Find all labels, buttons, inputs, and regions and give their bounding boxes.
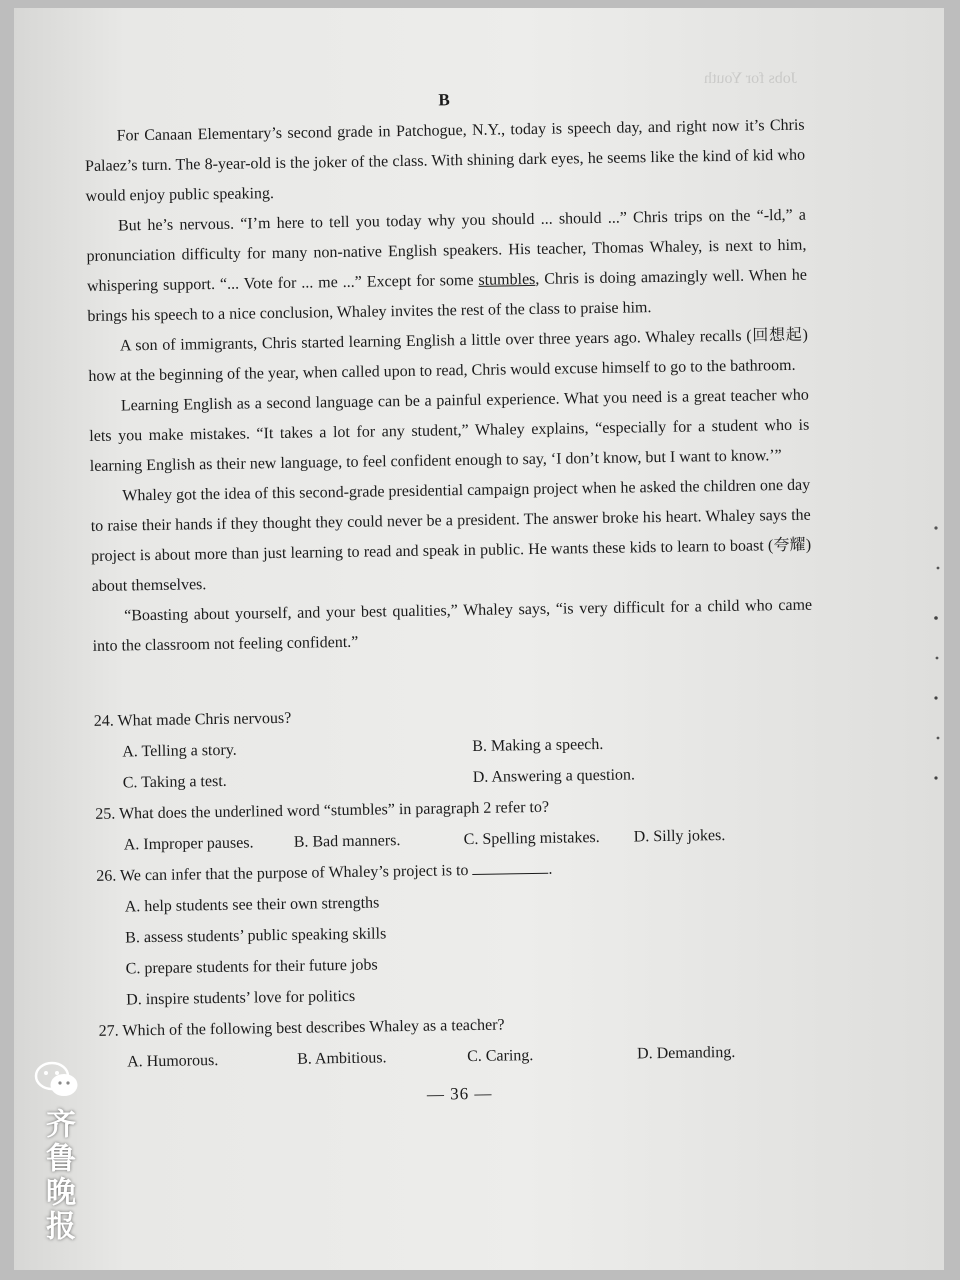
page-edge-marks xyxy=(930,508,944,808)
paragraph-3: A son of immigrants, Chris started learning English a little over three years ago. Whaley recalls (回想起) how at the beginning of the year, when called upon to read, Chris would excuse himself to go to the bathroom. xyxy=(88,326,808,385)
option-d[interactable]: D. inspire students’ love for politics xyxy=(126,987,356,1009)
paragraph-1: For Canaan Elementary’s second grade in Patchogue, N.Y., today is speech day, and right now it’s Chris Palaez’s turn. The 8-year-old is the joker of the class. With shining dark eyes, he seems like the kind of kid who would enjoy public speaking. xyxy=(84,116,806,205)
option-a[interactable]: A. help students see their own strengths xyxy=(124,894,380,916)
option-d[interactable]: D. Silly jokes. xyxy=(633,827,726,846)
option-b[interactable]: B. Making a speech. xyxy=(472,735,604,755)
answer-blank xyxy=(472,859,548,875)
option-a[interactable]: A. Improper pauses. xyxy=(123,834,254,854)
option-b[interactable]: B. Ambitious. xyxy=(297,1049,387,1068)
option-d[interactable]: D. Demanding. xyxy=(636,1043,736,1063)
question-26-options xyxy=(124,881,818,1016)
wechat-icon xyxy=(34,1060,80,1100)
question-24: 24. What made Chris nervous? xyxy=(93,709,292,730)
option-c[interactable]: C. Taking a test. xyxy=(122,772,227,792)
watermark xyxy=(32,1060,82,1244)
question-27: 27. Which of the following best describes Whaley as a teacher? xyxy=(98,1016,505,1040)
option-a[interactable]: A. Humorous. xyxy=(127,1052,219,1071)
option-c[interactable]: C. Caring. xyxy=(467,1047,534,1066)
paragraph-6: “Boasting about yourself, and your best qualities,” Whaley says, “is very difficult for a child who came into the classroom not feeling confident.” xyxy=(92,596,813,655)
option-d[interactable]: D. Answering a question. xyxy=(472,766,636,786)
section-heading: B xyxy=(438,90,450,110)
exam-page xyxy=(14,8,944,1270)
option-a[interactable]: A. Telling a story. xyxy=(122,741,237,761)
watermark-text: 齐鲁晚报 xyxy=(40,1108,75,1244)
option-c[interactable]: C. prepare students for their future jobs xyxy=(125,956,378,978)
option-b[interactable]: B. assess students’ public speaking skills xyxy=(125,925,387,947)
underlined-word: stumbles xyxy=(478,270,536,289)
paragraph-5: Whaley got the idea of this second-grade presidential campaign project when he asked the children one day to raise their hands if they thought they could never be a president. The answer broke his heart. Whaley says the project is about more than just learning to read and speak in public. He wants these kids to learn to boast (夸耀) about themselves. xyxy=(90,476,812,595)
show-through-text: Jobs for Youth xyxy=(704,70,797,87)
paragraph-2 xyxy=(86,201,808,332)
paragraph-2-text: But he’s nervous. “I’m here to tell you today why you should ... should ...” Chris trips on the “-ld,” a pronunciation difficulty for many non-native English speakers. His teacher, Thomas Whaley, is next to him, whispering support. “... Vote for ... me ...” Except for some xyxy=(86,206,807,295)
page-number: — 36 — xyxy=(426,1083,493,1104)
option-c[interactable]: C. Spelling mistakes. xyxy=(463,828,600,849)
passage-content xyxy=(84,85,820,1110)
question-26-end: . xyxy=(548,860,553,878)
questions-section xyxy=(94,695,820,1078)
paragraph-4: Learning English as a second language can be a painful experience. What you need is a great teacher who lets you make mistakes. “It takes a lot for any student,” Whaley explains, “especially for a student who is learning English as their new language, to feel confident enough to say, ‘I don’t know, but I want to know.’” xyxy=(89,386,810,475)
question-25: 25. What does the underlined word “stumbles” in paragraph 2 refer to? xyxy=(95,798,550,823)
paragraph-2-text-end: , Chris is doing amazingly well. When he brings his speech to a nice conclusion, Whaley invites the rest of the class to praise him. xyxy=(87,266,808,325)
option-b[interactable]: B. Bad manners. xyxy=(293,832,401,851)
question-24-options xyxy=(122,726,815,799)
question-26-text: 26. We can infer that the purpose of Whaley’s project is to xyxy=(96,862,469,885)
